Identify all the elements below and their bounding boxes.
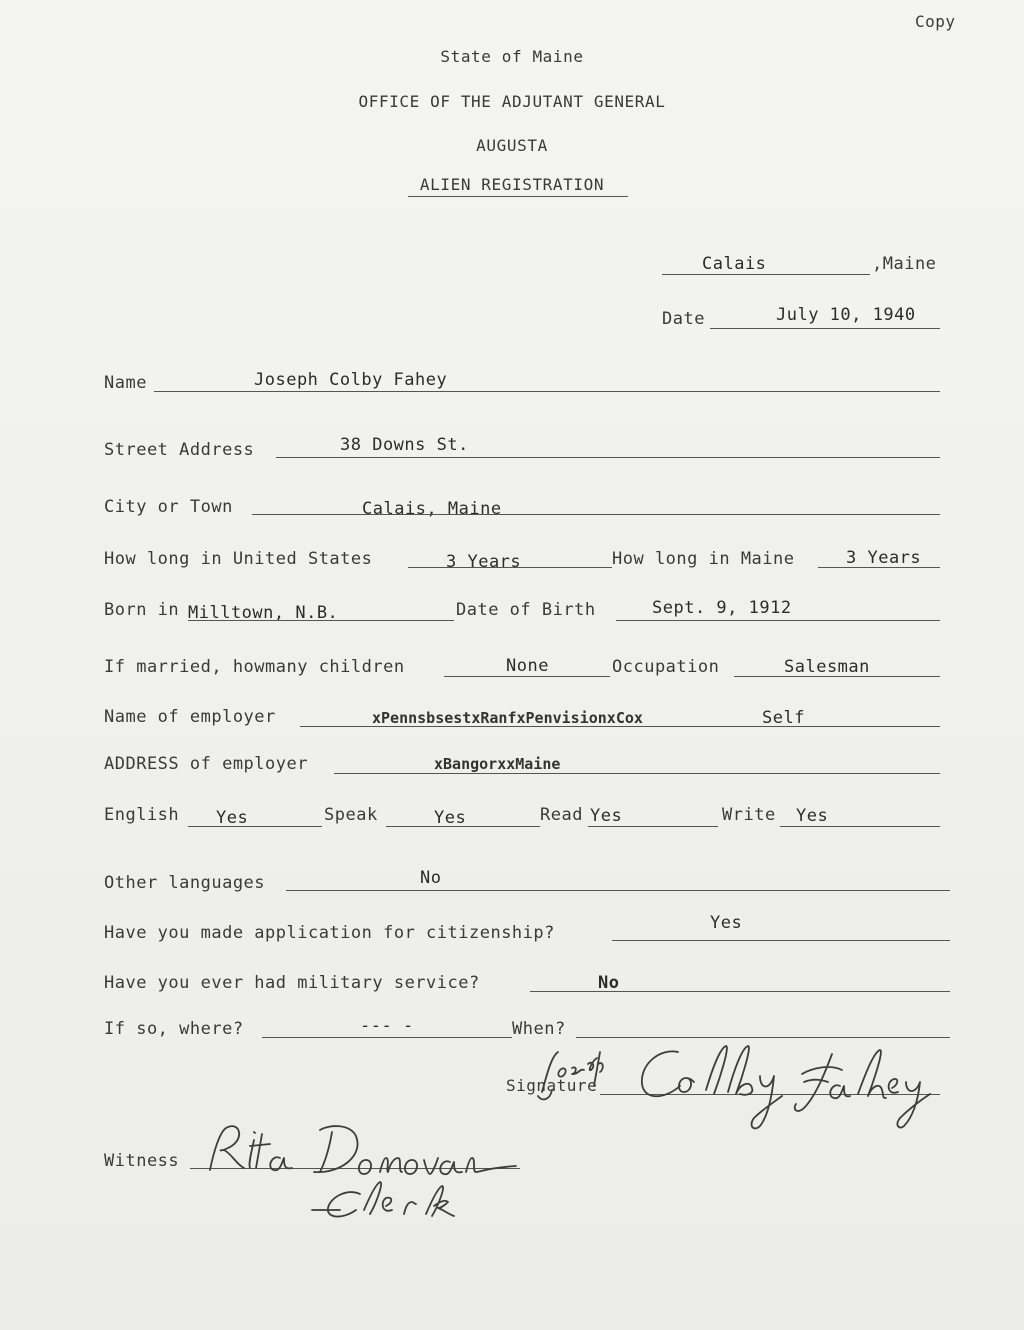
- other-languages-label: Other languages: [104, 873, 266, 893]
- employer-name-label: Name of employer: [104, 707, 276, 727]
- occupation-value: Salesman: [784, 657, 870, 677]
- signature-label: Signature: [506, 1076, 598, 1095]
- header-city: AUGUSTA: [476, 136, 548, 155]
- read-value: Yes: [590, 806, 623, 826]
- dob-value: Sept. 9, 1912: [652, 598, 792, 618]
- location-city: Calais: [702, 254, 767, 274]
- speak-line: [386, 826, 540, 827]
- employer-address-line: [334, 773, 940, 774]
- read-line: [588, 826, 718, 827]
- citizenship-label: Have you made application for citizenship?: [104, 923, 555, 943]
- city-value: Calais, Maine: [362, 499, 502, 519]
- form-title: ALIEN REGISTRATION: [419, 175, 605, 194]
- where-line: [262, 1037, 512, 1038]
- date-label: Date: [662, 309, 705, 329]
- header-office: OFFICE OF THE ADJUTANT GENERAL: [358, 92, 666, 111]
- witness-label: Witness: [104, 1151, 180, 1171]
- location-line: [662, 274, 870, 275]
- maine-duration-value: 3 Years: [846, 548, 922, 568]
- english-label: English: [104, 805, 180, 825]
- name-value: Joseph Colby Fahey: [254, 370, 448, 390]
- dob-label: Date of Birth: [456, 600, 596, 620]
- employer-name-line: [300, 726, 940, 727]
- occupation-line: [734, 676, 940, 677]
- employer-name-value: Self: [762, 708, 805, 728]
- street-line: [276, 457, 940, 458]
- us-duration-value: 3 Years: [446, 552, 522, 572]
- speak-value: Yes: [434, 808, 467, 828]
- children-label: If married, howmany children: [104, 657, 405, 677]
- citizenship-line: [612, 940, 950, 941]
- born-in-label: Born in: [104, 600, 180, 620]
- where-label: If so, where?: [104, 1019, 244, 1039]
- employer-name-struck: xPennsbsestxRanfxPenvisionxCox: [372, 709, 643, 727]
- write-line: [780, 826, 940, 827]
- when-label: When?: [512, 1019, 566, 1039]
- speak-label: Speak: [324, 805, 378, 825]
- english-value: Yes: [216, 808, 249, 828]
- us-duration-label: How long in United States: [104, 549, 373, 569]
- name-line: [154, 391, 940, 392]
- title-underline: [408, 196, 628, 197]
- date-value: July 10, 1940: [776, 305, 916, 325]
- write-value: Yes: [796, 806, 829, 826]
- employer-address-label: ADDRESS of employer: [104, 754, 308, 774]
- signature-handwriting: [530, 1030, 950, 1130]
- read-label: Read: [540, 805, 583, 825]
- date-line: [710, 328, 940, 329]
- military-label: Have you ever had military service?: [104, 973, 480, 993]
- military-value: No: [598, 973, 620, 993]
- english-line: [188, 826, 322, 827]
- street-label: Street Address: [104, 440, 255, 460]
- children-value: None: [506, 656, 549, 676]
- children-line: [444, 676, 610, 677]
- born-in-line: [188, 620, 454, 621]
- write-label: Write: [722, 805, 776, 825]
- where-value: --- -: [360, 1016, 414, 1036]
- occupation-label: Occupation: [612, 657, 720, 677]
- copy-mark: Copy: [915, 12, 956, 31]
- maine-duration-line: [818, 567, 940, 568]
- city-label: City or Town: [104, 497, 233, 517]
- witness-handwriting: [180, 1110, 540, 1230]
- other-languages-line: [286, 890, 950, 891]
- maine-duration-label: How long in Maine: [612, 549, 795, 569]
- employer-address-struck: xBangorxxMaine: [434, 755, 561, 773]
- military-line: [530, 991, 950, 992]
- dob-line: [616, 620, 940, 621]
- header-state: State of Maine: [440, 47, 584, 66]
- location-state: ,Maine: [872, 254, 937, 274]
- name-label: Name: [104, 373, 147, 393]
- city-line: [252, 514, 940, 515]
- us-duration-line: [408, 567, 612, 568]
- citizenship-value: Yes: [710, 913, 743, 933]
- born-in-value: Milltown, N.B.: [188, 603, 339, 623]
- street-value: 38 Downs St.: [340, 435, 469, 455]
- other-languages-value: No: [420, 868, 442, 888]
